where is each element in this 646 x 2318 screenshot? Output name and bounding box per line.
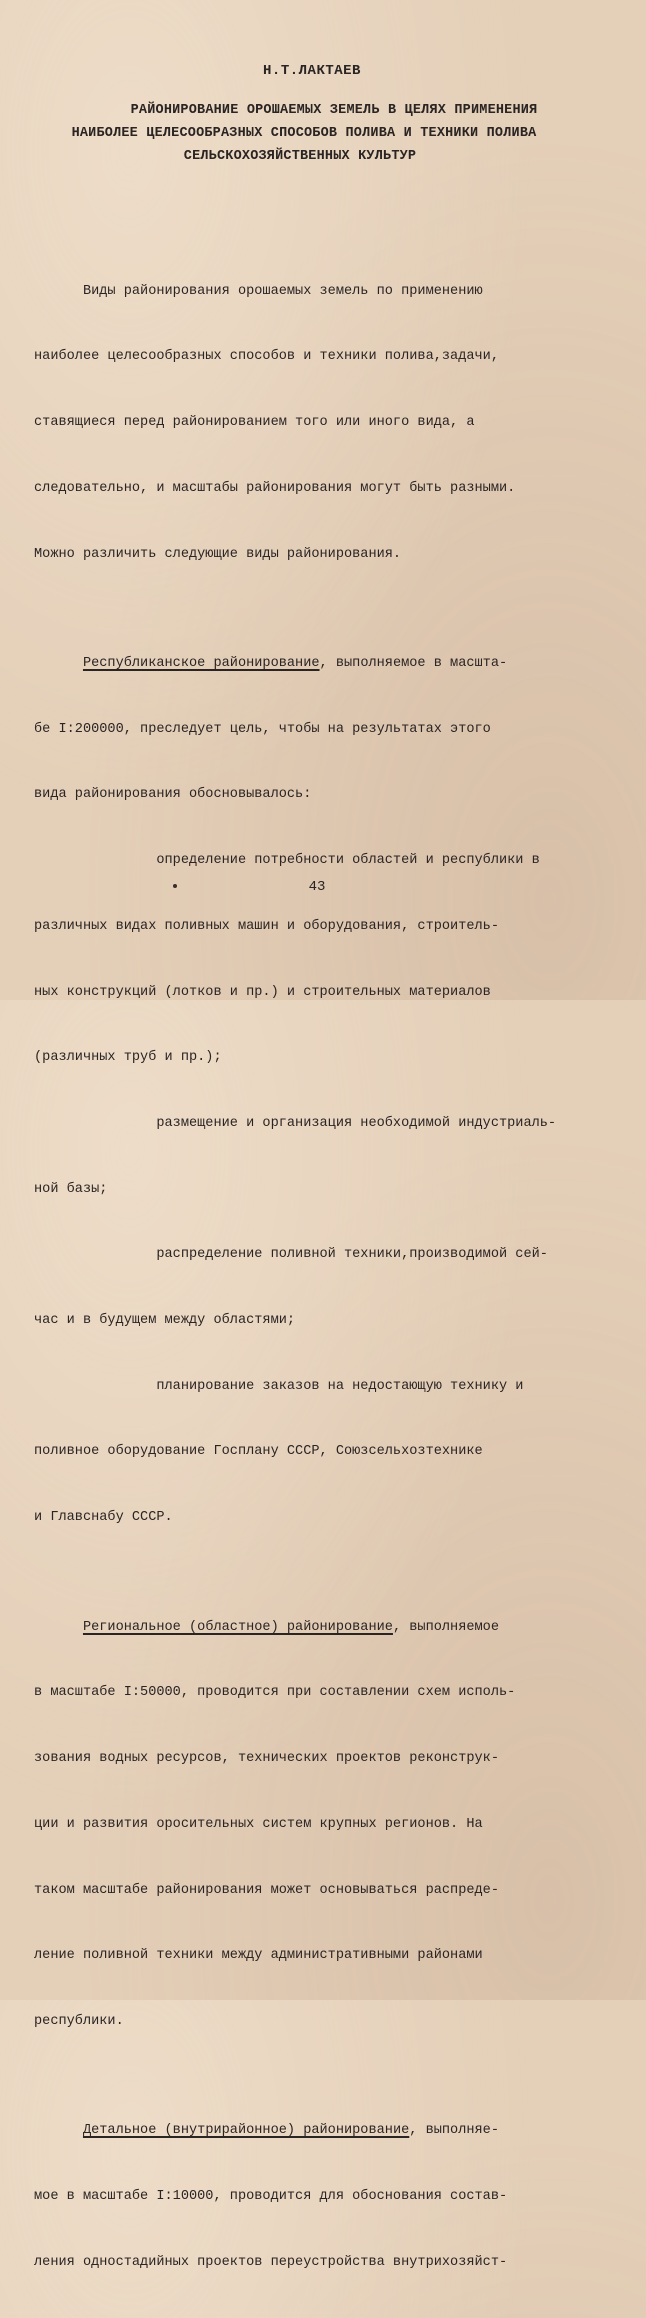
text-line: мое в масштабе I:10000, проводится для обоснования состав-	[34, 2189, 508, 2205]
body-text	[34, 215, 599, 2318]
text-line: поливное оборудование Госплану СССР, Союзсельхозтехнике	[34, 1444, 483, 1460]
text-line: в масштабе I:50000, проводится при составлении схем исполь-	[34, 1685, 516, 1701]
section-heading-detailed: Детальное (внутрирайонное) районирование	[82, 2123, 410, 2139]
text-line: распределение поливной техники,производимой сей-	[34, 1247, 548, 1263]
text-line: ных конструкций (лотков и пр.) и строительных материалов	[34, 984, 491, 1000]
text-line: бе I:200000, преследует цель, чтобы на результатах этого	[34, 721, 491, 737]
text-line: таком масштабе районирования может основываться распреде-	[34, 1882, 499, 1898]
author-name: Н.Т.ЛАКТАЕВ	[263, 63, 361, 79]
indent	[34, 656, 83, 671]
section-heading-regional: Региональное (областное) районирование	[82, 1619, 393, 1635]
text-line: определение потребности областей и республики в	[34, 853, 540, 869]
text-line: ставящиеся перед районированием того или иного вида, а	[34, 415, 475, 431]
section-heading-line	[34, 653, 599, 675]
heading-continuation: , выполняе-	[409, 2123, 499, 2139]
title-line-3: СЕЛЬСКОХОЗЯЙСТВЕННЫХ КУЛЬТУР	[183, 149, 417, 164]
text-line: (различных труб и пр.);	[34, 1050, 222, 1066]
title-line-1: РАЙОНИРОВАНИЕ ОРОШАЕМЫХ ЗЕМЕЛЬ В ЦЕЛЯХ ПРИМЕНЕНИЯ	[130, 103, 538, 118]
text-line: следовательно, и масштабы районирования могут быть разными.	[34, 480, 516, 496]
heading-continuation: , выполняемое	[392, 1619, 500, 1635]
title-line-2: НАИБОЛЕЕ ЦЕЛЕСООБРАЗНЫХ СПОСОБОВ ПОЛИВА И ТЕХНИКИ ПОЛИВА	[71, 126, 537, 141]
text-line: час и в будущем между областями;	[34, 1313, 296, 1329]
text-line: различных видах поливных машин и оборудования, строитель-	[34, 918, 499, 934]
text-line: вида районирования обосновывалось:	[34, 787, 312, 803]
text-line: наиболее целесообразных способов и техники полива,задачи,	[34, 349, 499, 365]
section-heading-republican: Республиканское районирование	[82, 656, 320, 672]
text-line: зования водных ресурсов, технических проектов реконструк-	[34, 1751, 499, 1767]
text-line: и Главснабу СССР.	[34, 1510, 173, 1526]
indent	[34, 2123, 83, 2138]
section-heading-line	[34, 2120, 599, 2142]
text-line: ление поливной техники между административными районами	[34, 1948, 483, 1964]
text-line: Виды районирования орошаемых земель по применению	[34, 283, 483, 299]
text-line: планирование заказов на недостающую технику и	[34, 1378, 524, 1394]
indent	[34, 1620, 83, 1635]
heading-continuation: , выполняемое в масшта-	[319, 656, 508, 672]
section-heading-line	[34, 1617, 599, 1639]
page-number: 43	[308, 879, 326, 895]
text-line: ления одностадийных проектов переустройства внутрихозяйст-	[34, 2254, 508, 2270]
text-line: республики.	[34, 2013, 124, 2029]
text-line: ной базы;	[34, 1181, 108, 1197]
text-line: размещение и организация необходимой индустриаль-	[34, 1115, 557, 1131]
text-line: Можно различить следующие виды районирования.	[34, 546, 402, 562]
text-line: ции и развития оросительных систем крупных регионов. На	[34, 1816, 483, 1832]
